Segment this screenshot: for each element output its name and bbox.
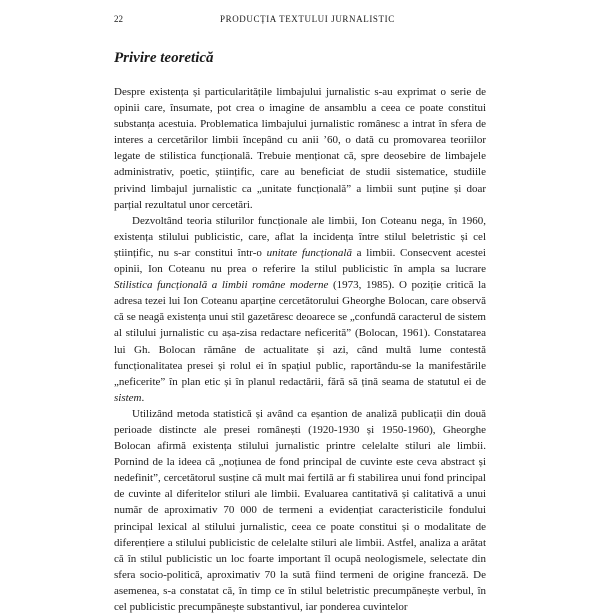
paragraph-2-text-a: Dezvoltând teoria stilurilor funcționale ale limbii, Ion Coteanu nega, în 1960, existența stilului publicistic, care, aflat la incidența între stilul beletristic și cel științific, nu s-ar constitui într-o: [114, 214, 486, 259]
paragraph-2-book-title: Stilistica funcțională a limbii române moderne: [114, 279, 329, 292]
section-heading: Privire teoretică: [114, 50, 214, 66]
body-text: [114, 84, 486, 615]
paragraph-1: Despre existența și particularitățile limbajului jurnalistic s-au exprimat o serie de opinii care, însumate, pot crea o imagine de ansamblu a ceea ce poate constitui substanța acestuia. Problematica limbajului jurnalistic românesc a intrat în sfera de interes a cercetărilor limbii începând cu anii ’60, o dată cu promovarea teoriilor legate de stilistica funcțională. Trebuie menționat că, spre deosebire de limbajele administrativ, poetic, științific, care au beneficiat de studii sistematice, studiile privind limbajul jurnalistic ca „unitate funcțională” a limbii sunt puține și doar parțial rezultatul unor cercetări.: [114, 86, 486, 211]
paragraph-2-emphasis-a: unitate funcțională: [266, 246, 352, 259]
running-head: [0, 14, 600, 28]
paragraph-2-text-b: a limbii. Consecvent acestei opinii, Ion Coteanu nu prea o referire la stilul publicistic în ampla sa lucrare: [114, 246, 486, 276]
paragraph-2-text-end: .: [141, 391, 145, 404]
page-number: 22: [114, 14, 123, 24]
paragraph-3: Utilizând metoda statistică și având ca eșantion de analiză publicații din două perioade distincte ale presei românești (1920-1930 și 1950-1960), Gheorghe Bolocan afirmă existența stilului jurnalistic printre celelalte stiluri ale limbii. Pornind de la ideea că „noțiunea de fond principal de cuvinte este ceva abstract și nedefinit”, cercetătorul susține că mult mai fertilă ar fi stabilirea unui fond principal de cuvinte al diferitelor stiluri ale limbii. Evaluarea cantitativă și calitativă a unui număr de aproximativ 70 000 de termeni a evidențiat caracteristicile fondului principal lexical al stilului jurnalistic, ceea ce poate constitui și o modalitate de diferențiere a stilului publicistic de celelalte stiluri ale limbii. Astfel, analiza a arătat că în stilul publicistic un loc foarte important îl ocupă neologismele, selectate din sfera socio-politică, aproximativ 70 la sută fiind termeni de origine franceză. De asemenea, s-a constatat că, în timp ce în stilul beletristic precumpănește verbul, în cel publicistic precumpănește substantivul, iar ponderea cuvintelor: [114, 407, 486, 613]
paragraph-2-emphasis-b: sistem: [114, 391, 142, 404]
paragraph-2: [114, 213, 486, 406]
paragraph-2-text-c: (1973, 1985). O poziție critică la adresa tezei lui Ion Coteanu aparține cercetătorului Gheorghe Bolocan, care observă că se neagă existența unui stil gazetăresc deoarece se „confundă caracterul de sistem al stilului jurnalistic cu așa-zisa redactare neficerită” (Bolocan, 1961). Constatarea lui Gh. Bolocan rămâne de actualitate și azi, când multă lume contestă funcționalitatea presei și rolul ei în spațiul public, raportându-se la manifestările „neficerite” în plan etic și în planul redactării, fără să țină seama de statutul ei de: [114, 279, 487, 388]
running-title: PRODUCȚIA TEXTULUI JURNALISTIC: [220, 14, 395, 24]
